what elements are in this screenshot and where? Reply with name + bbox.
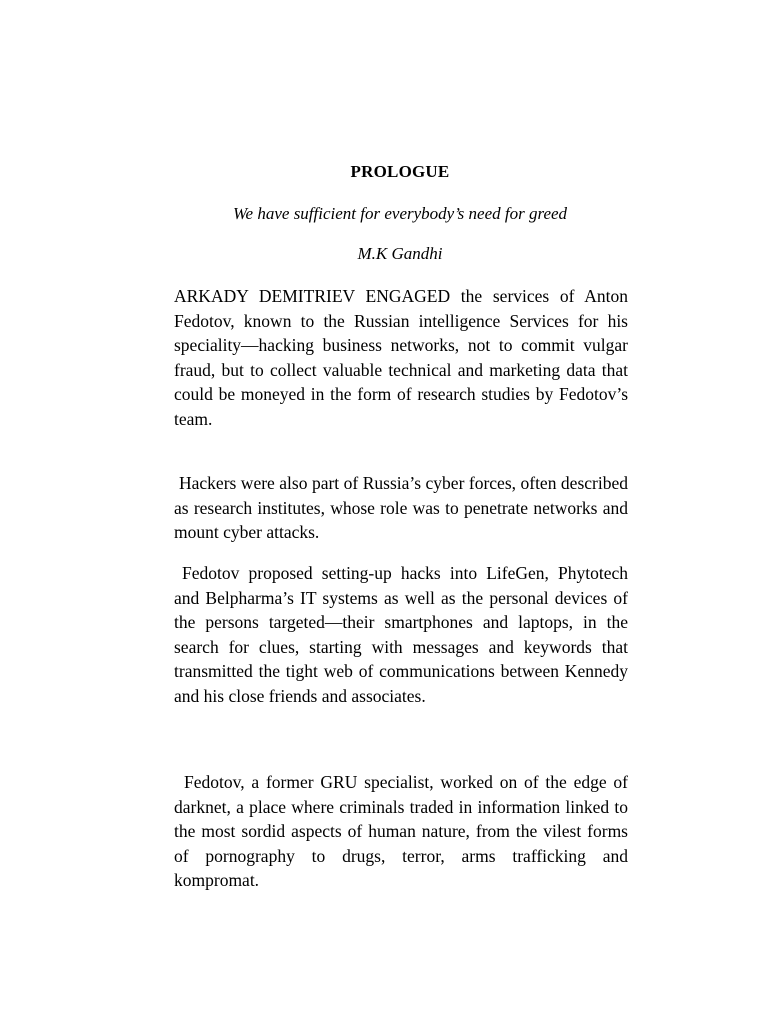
epigraph-quote: We have sufficient for everybody’s need for greed — [232, 204, 568, 223]
body-paragraph-4: Fedotov, a former GRU specialist, worked on of the edge of darknet, a place where criminals traded in information linked to the most sordid aspects of human nature, from the vilest forms of pornography to drugs, terror, arms trafficking and kompromat. — [174, 772, 628, 890]
epigraph-attribution: M.K Gandhi — [357, 244, 443, 263]
body-paragraph-2: Hackers were also part of Russia’s cyber forces, often described as research institutes, whose role was to penetrate networks and mount cyber attacks. — [174, 473, 628, 542]
chapter-title: PROLOGUE — [350, 162, 450, 181]
body-paragraph-1: ARKADY DEMITRIEV ENGAGED the services of Anton Fedotov, known to the Russian intelligence Services for his speciality—hacking business networks, not to commit vulgar fraud, but to collect valuable technical and marketing data that could be moneyed in the form of research studies by Fedotov’s team. — [174, 286, 628, 429]
body-paragraph-3: Fedotov proposed setting-up hacks into LifeGen, Phytotech and Belpharma’s IT systems as well as the personal devices of the persons targeted—their smartphones and laptops, in the search for clues, starting with messages and keywords that transmitted the tight web of communications between Kennedy and his close friends and associates. — [174, 563, 628, 706]
